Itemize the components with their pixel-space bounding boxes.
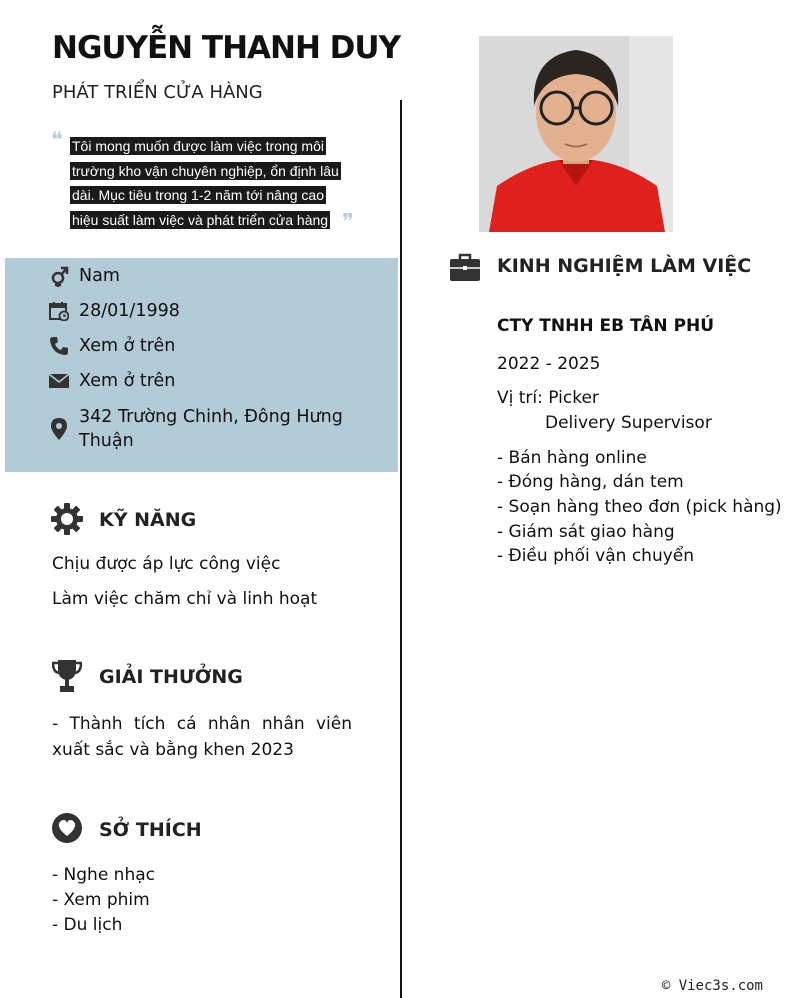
duty-item: - Bán hàng online: [497, 448, 647, 468]
hobby-item: - Xem phim: [52, 890, 150, 910]
skills-title: KỸ NĂNG: [99, 509, 197, 531]
gear-icon: [51, 503, 83, 535]
company-name: CTY TNHH EB TÂN PHÚ: [497, 316, 715, 336]
briefcase-icon: [449, 251, 481, 283]
duty-item: - Giám sát giao hàng: [497, 522, 675, 542]
position-line-2: Delivery Supervisor: [545, 413, 712, 433]
open-quote-icon: ❝: [51, 128, 63, 153]
info-address: 342 Trường Chinh, Đông Hưng Thuận: [48, 405, 348, 453]
envelope-icon: [48, 370, 70, 392]
hobby-item: - Du lịch: [52, 915, 123, 935]
info-birthday: 28/01/1998: [48, 300, 180, 322]
location-pin-icon: [48, 418, 70, 440]
skill-item: Làm việc chăm chỉ và linh hoạt: [52, 589, 318, 609]
profile-photo: [479, 36, 673, 232]
work-period: 2022 - 2025: [497, 354, 601, 374]
column-divider: [400, 100, 402, 998]
trophy-icon: [51, 660, 83, 692]
watermark: © Viec3s.com: [661, 978, 763, 994]
position: Vị trí: Picker: [497, 388, 599, 408]
award-item: - Thành tích cá nhân nhân viên xuất sắc và bằng khen 2023: [52, 714, 352, 760]
hobby-item: - Nghe nhạc: [52, 865, 155, 885]
awards-title: GIẢI THƯỞNG: [99, 666, 243, 688]
info-email: Xem ở trên: [48, 370, 175, 392]
calendar-icon: [48, 300, 70, 322]
phone-icon: [48, 335, 70, 357]
skill-item: Chịu được áp lực công việc: [52, 554, 281, 574]
duty-item: - Điều phối vận chuyển: [497, 546, 695, 566]
info-gender: Nam: [48, 265, 120, 287]
candidate-name: NGUYỄN THANH DUY: [52, 30, 401, 66]
heart-icon: [51, 812, 83, 844]
hobbies-title: SỞ THÍCH: [99, 819, 202, 841]
duty-item: - Soạn hàng theo đơn (pick hàng): [497, 497, 782, 517]
career-objective: Tôi mong muốn được làm việc trong môi trường kho vận chuyên nghiệp, ổn định lâu dài. Mục tiêu trong 1-2 năm tới nâng cao hiệu suất làm việc và phát triển cửa hàng: [72, 138, 339, 228]
gender-icon: [48, 265, 70, 287]
experience-title: KINH NGHIỆM LÀM VIỆC: [497, 255, 752, 277]
duty-item: - Đóng hàng, dán tem: [497, 472, 684, 492]
info-phone: Xem ở trên: [48, 335, 175, 357]
close-quote-icon: ❞: [342, 210, 354, 235]
candidate-role: PHÁT TRIỂN CỬA HÀNG: [52, 82, 263, 103]
